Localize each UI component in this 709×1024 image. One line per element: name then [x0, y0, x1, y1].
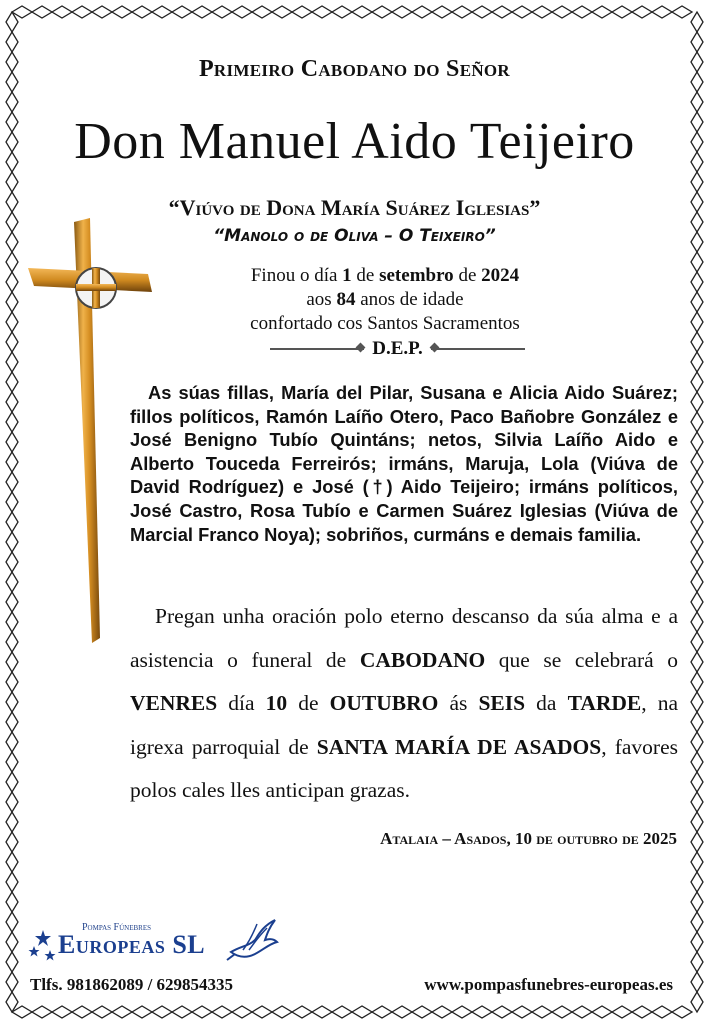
death-year: 2024	[481, 265, 520, 286]
place-and-date: Atalaia – Asados, 10 de outubro de 2025	[380, 829, 677, 848]
death-date-line: Finou o día 1 de setembro de 2024	[250, 265, 520, 286]
age-value: 84	[336, 289, 356, 310]
announcement-heading: Primeiro Cabodano do Señor	[198, 56, 511, 82]
deceased-name: Don Manuel Aido Teijeiro	[74, 113, 635, 170]
logo-name: Europeas SL	[58, 930, 206, 959]
age-line: aos 84 anos de idade	[306, 289, 464, 310]
divider-left	[270, 348, 364, 350]
phone-numbers: Tlfs. 981862089 / 629854335	[30, 975, 234, 994]
death-month: setembro	[379, 265, 454, 286]
dove-icon	[223, 916, 279, 964]
stars-icon	[28, 928, 58, 968]
divider-right	[431, 348, 525, 350]
logo-subtitle: Pompas Fúnebres	[82, 922, 151, 933]
prayer-paragraph: Pregan unha oración polo eterno descanso da súa alma e a asistencia o funeral de CABODANO que se celebrará o VENRES día 10 de OUTUBRO ás SEIS da TARDE, na igrexa parroquial de SANTA MARÍA DE ASADOS, favores polos cales lles anticipan grazas.	[130, 604, 679, 802]
widower-note: “Viúvo de Dona María Suárez Iglesias”	[168, 195, 541, 220]
nickname: “Manolo o de Oliva – O Teixeiro”	[213, 226, 496, 246]
sacraments-line: confortado cos Santos Sacramentos	[250, 313, 520, 334]
dep-text: D.E.P.	[372, 338, 423, 359]
family-list: As súas fillas, María del Pilar, Susana e Alicia Aido Suárez; fillos políticos, Ramón Laíño Otero, Paco Bañobre González e José Benigno Tubío Quintáns; netos, Silvia Laíño Aido e Alberto Touceda Ferreirós; irmáns, Maruja, Lola (Viúva de David Rodríguez) e José (†) Aido Teijeiro; irmáns políticos, José Castro, Rosa Tubío e Carmen Suárez Iglesias (Viúva de Marcial Franco Noya); sobriños, curmáns e demais familia.	[130, 382, 678, 545]
death-day: 1	[342, 265, 352, 286]
funeral-home-logo	[28, 920, 288, 970]
dep-divider	[270, 337, 525, 361]
website-link[interactable]: www.pompasfunebres-europeas.es	[424, 975, 673, 994]
death-details	[210, 264, 560, 336]
